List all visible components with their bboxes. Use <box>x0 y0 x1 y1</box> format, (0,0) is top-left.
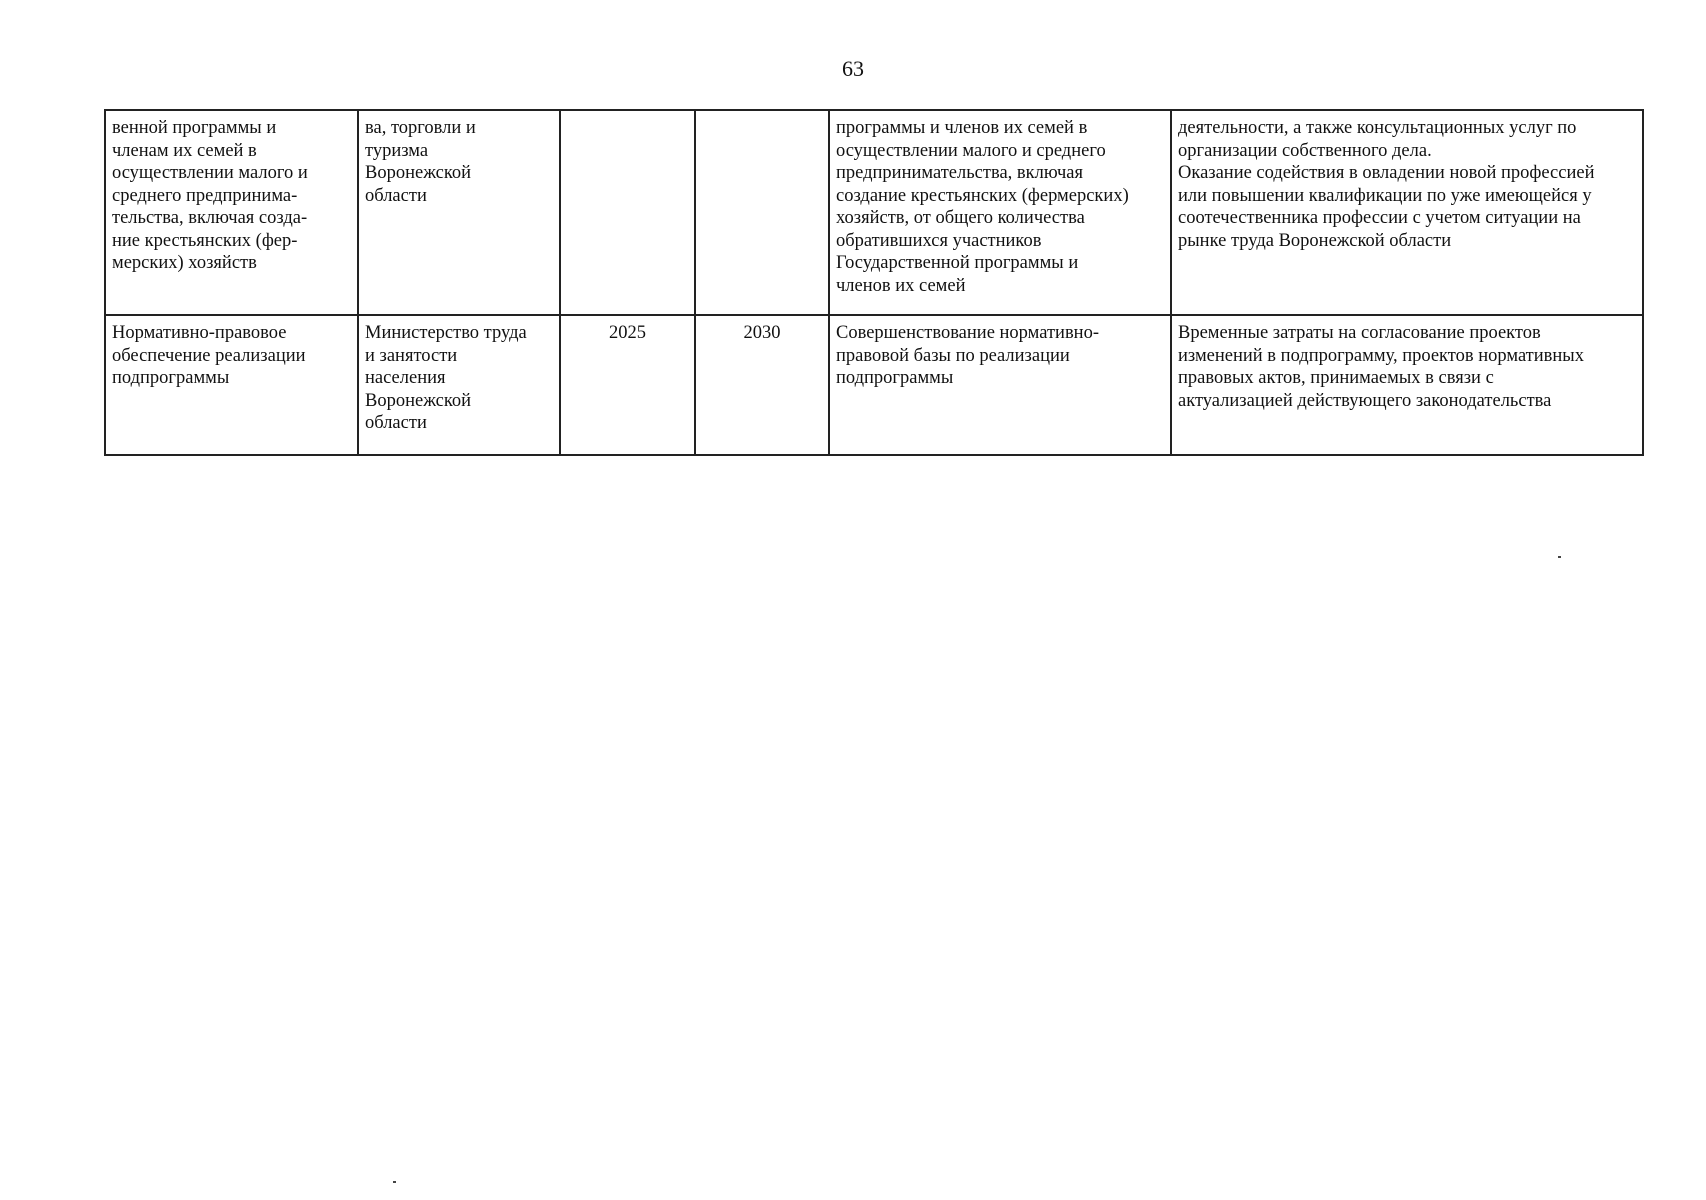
table-row <box>105 110 1643 315</box>
cell-line: изменений в подпрограмму, проектов нормативных <box>1178 345 1584 366</box>
cell-line: программы и членов их семей в <box>836 118 1088 138</box>
start-year-cell <box>560 315 695 455</box>
cell-line: ва, торговли и <box>365 118 476 138</box>
executor-cell <box>358 110 560 315</box>
description-cell <box>1171 315 1643 455</box>
page-number: 63 <box>842 56 864 81</box>
cell-line: обеспечение реализации <box>112 345 306 366</box>
measure-name-cell <box>105 315 358 455</box>
cell-line: Временные затраты на согласование проектов <box>1178 323 1541 343</box>
cell-line: создание крестьянских (фермерских) <box>836 185 1129 206</box>
cell-line: осуществлении малого и <box>112 163 308 183</box>
cell-line: Нормативно-правовое <box>112 323 287 343</box>
cell-line: хозяйств, от общего количества <box>836 208 1085 228</box>
measure-name-cell <box>105 110 358 315</box>
cell-line: области <box>365 413 427 433</box>
cell-line: осуществлении малого и среднего <box>836 140 1106 161</box>
cell-line: Совершенствование нормативно- <box>836 323 1099 343</box>
cell-line: актуализацией действующего законодательства <box>1178 390 1552 411</box>
cell-line: 2025 <box>609 323 646 343</box>
cell-line: венной программы и <box>112 118 277 138</box>
cell-line: Оказание содействия в овладении новой профессией <box>1178 163 1595 183</box>
cell-line: правовых актов, принимаемых в связи с <box>1178 368 1494 388</box>
scan-speck <box>393 1181 396 1183</box>
end-year-cell <box>695 315 829 455</box>
cell-line: подпрограммы <box>112 368 230 388</box>
cell-line: Государственной программы и <box>836 253 1079 273</box>
cell-line: членов их семей <box>836 275 966 296</box>
cell-line: Министерство труда <box>365 323 527 343</box>
cell-line: населения <box>365 368 446 388</box>
scan-speck <box>1558 556 1561 558</box>
cell-line: 2030 <box>743 323 781 343</box>
cell-line: Воронежской <box>365 163 472 183</box>
cell-line: или повышении квалификации по уже имеющейся у <box>1178 185 1592 206</box>
program-measures-table <box>104 109 1644 456</box>
end-year-cell <box>695 110 829 315</box>
cell-line: рынке труда Воронежской области <box>1178 230 1452 251</box>
cell-line: подпрограммы <box>836 368 954 388</box>
cell-line: мерских) хозяйств <box>112 253 257 273</box>
cell-line: ние крестьянских (фер- <box>112 230 298 251</box>
cell-line: области <box>365 185 427 206</box>
description-cell <box>1171 110 1643 315</box>
cell-line: обратившихся участников <box>836 230 1042 251</box>
indicator-cell <box>829 110 1171 315</box>
cell-line: членам их семей в <box>112 140 257 161</box>
cell-line: среднего предпринима- <box>112 185 298 206</box>
cell-line: и занятости <box>365 345 458 366</box>
cell-line: Воронежской <box>365 390 472 411</box>
cell-line: деятельности, а также консультационных услуг по <box>1178 118 1577 138</box>
cell-line: тельства, включая созда- <box>112 208 308 228</box>
table-row <box>105 315 1643 455</box>
start-year-cell <box>560 110 695 315</box>
cell-line: организации собственного дела. <box>1178 140 1432 161</box>
cell-line: правовой базы по реализации <box>836 345 1070 366</box>
executor-cell <box>358 315 560 455</box>
cell-line: соотечественника профессии с учетом ситуации на <box>1178 208 1581 228</box>
indicator-cell <box>829 315 1171 455</box>
cell-line: туризма <box>365 140 429 161</box>
cell-line: предпринимательства, включая <box>836 163 1084 183</box>
